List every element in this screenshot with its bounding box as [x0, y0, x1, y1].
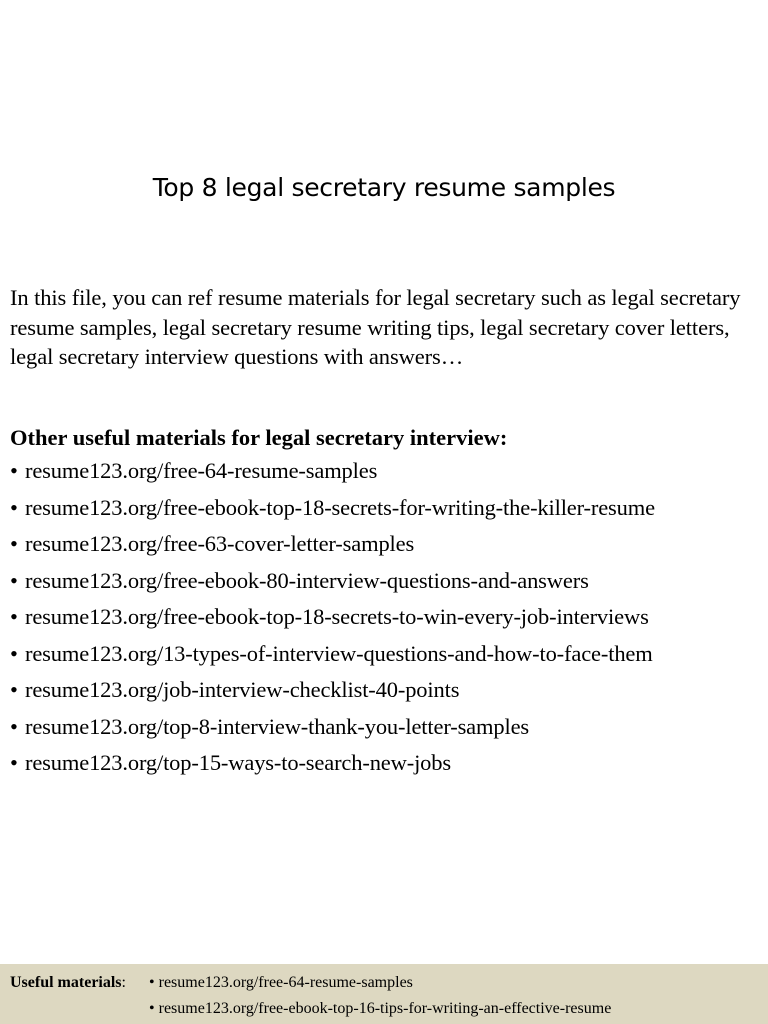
footer-link[interactable]: resume123.org/free-64-resume-samples	[158, 974, 413, 991]
bullet-icon: •	[10, 567, 18, 593]
list-item-link[interactable]: resume123.org/top-15-ways-to-search-new-jobs	[25, 750, 451, 775]
bullet-icon: •	[10, 677, 18, 702]
bullet-icon: •	[10, 494, 18, 520]
footer-label	[10, 974, 126, 992]
list-item	[10, 602, 655, 639]
footer-link[interactable]: resume123.org/free-ebook-top-16-tips-for-writing-an-effective-resume	[158, 1000, 612, 1017]
footer-list-item	[149, 974, 413, 992]
page-title: Top 8 legal secretary resume samples	[152, 173, 616, 202]
list-item	[10, 456, 655, 493]
list-item-link[interactable]: resume123.org/free-ebook-top-18-secrets-to-win-every-job-interviews	[25, 604, 649, 629]
list-item	[10, 493, 655, 530]
bullet-icon: •	[10, 531, 18, 556]
footer-label-text: Useful materials	[10, 974, 122, 991]
list-item-link[interactable]: resume123.org/top-8-interview-thank-you-letter-samples	[25, 713, 530, 739]
materials-heading: Other useful materials for legal secretary interview:	[10, 425, 508, 450]
bullet-icon: •	[10, 750, 18, 775]
list-item	[10, 529, 655, 566]
intro-paragraph: In this file, you can ref resume materials for legal secretary such as legal secretary resume samples, legal secretary resume writing tips, legal secretary cover letters, legal secretary interview questions with answers…	[10, 285, 741, 369]
footer-list-item	[149, 1000, 611, 1018]
list-item	[10, 639, 655, 676]
list-item	[10, 748, 655, 785]
list-item	[10, 566, 655, 603]
list-item	[10, 712, 655, 749]
bullet-icon: •	[10, 640, 18, 666]
materials-link-list	[10, 456, 655, 785]
bullet-icon: •	[10, 604, 18, 629]
list-item	[10, 675, 655, 712]
bullet-icon: •	[149, 974, 155, 991]
bullet-icon: •	[10, 713, 18, 739]
list-item-link[interactable]: resume123.org/13-types-of-interview-questions-and-how-to-face-them	[25, 640, 653, 666]
list-item-link[interactable]: resume123.org/free-ebook-top-18-secrets-for-writing-the-killer-resume	[25, 494, 655, 520]
list-item-link[interactable]: resume123.org/free-64-resume-samples	[25, 458, 378, 483]
list-item-link[interactable]: resume123.org/free-ebook-80-interview-questions-and-answers	[25, 567, 589, 593]
list-item-link[interactable]: resume123.org/free-63-cover-letter-samples	[25, 531, 415, 556]
list-item-link[interactable]: resume123.org/job-interview-checklist-40-points	[25, 677, 460, 702]
footer-bar	[0, 964, 768, 1024]
footer-label-colon: :	[121, 974, 126, 991]
bullet-icon: •	[10, 458, 18, 483]
bullet-icon: •	[149, 1000, 155, 1017]
